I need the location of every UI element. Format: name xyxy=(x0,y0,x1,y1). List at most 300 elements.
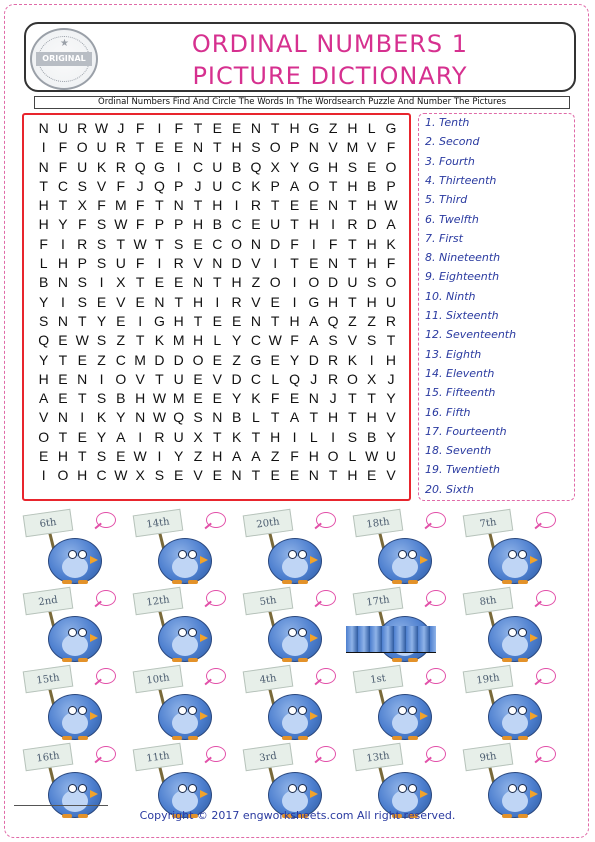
grid-letter[interactable]: R xyxy=(77,235,88,252)
grid-letter[interactable]: H xyxy=(366,235,377,252)
grid-letter[interactable]: N xyxy=(328,197,339,214)
grid-letter[interactable]: N xyxy=(212,409,223,426)
grid-letter[interactable]: T xyxy=(58,351,68,368)
grid-letter[interactable]: M xyxy=(172,390,185,407)
grid-letter[interactable]: N xyxy=(212,255,223,272)
grid-letter[interactable]: V xyxy=(251,293,261,310)
grid-letter[interactable]: T xyxy=(290,216,299,233)
grid-letter[interactable]: S xyxy=(367,274,377,291)
grid-letter[interactable]: U xyxy=(115,255,126,272)
grid-letter[interactable]: V xyxy=(135,370,145,387)
grid-letter[interactable]: Y xyxy=(38,293,49,310)
grid-letter[interactable]: O xyxy=(308,177,320,194)
grid-letter[interactable]: H xyxy=(192,332,204,349)
grid-letter[interactable]: T xyxy=(348,409,357,426)
grid-letter[interactable]: V xyxy=(328,139,338,156)
grid-letter[interactable]: I xyxy=(99,370,104,387)
grid-letter[interactable]: X xyxy=(193,428,203,445)
grid-letter[interactable]: W xyxy=(114,467,128,484)
grid-letter[interactable]: H xyxy=(347,120,358,136)
grid-letter[interactable]: T xyxy=(367,390,376,407)
grid-letter[interactable]: H xyxy=(308,216,319,233)
grid-letter[interactable]: Y xyxy=(174,448,184,465)
grid-letter[interactable]: Z xyxy=(270,448,280,465)
grid-letter[interactable]: E xyxy=(174,139,184,156)
grid-letter[interactable]: Z xyxy=(328,120,338,136)
grid-letter[interactable]: H xyxy=(231,139,242,156)
grid-letter[interactable]: Q xyxy=(327,312,339,329)
grid-letter[interactable]: N xyxy=(77,370,88,387)
grid-letter[interactable]: H xyxy=(212,197,223,214)
grid-letter[interactable]: O xyxy=(76,139,88,156)
grid-letter[interactable]: F xyxy=(386,255,396,272)
grid-letter[interactable]: C xyxy=(96,467,107,484)
grid-letter[interactable]: K xyxy=(251,390,261,407)
grid-letter[interactable]: N xyxy=(57,274,68,291)
grid-letter[interactable]: V xyxy=(212,370,222,387)
grid-letter[interactable]: H xyxy=(328,158,339,175)
grid-letter[interactable]: E xyxy=(251,216,261,233)
grid-letter[interactable]: G xyxy=(250,351,262,368)
grid-letter[interactable]: A xyxy=(251,448,261,465)
grid-letter[interactable]: W xyxy=(114,216,128,233)
grid-letter[interactable]: K xyxy=(386,235,396,252)
grid-letter[interactable]: Z xyxy=(97,351,106,368)
grid-letter[interactable]: F xyxy=(58,139,68,156)
grid-letter[interactable]: M xyxy=(172,332,185,349)
grid-letter[interactable]: S xyxy=(96,332,107,349)
grid-letter[interactable]: I xyxy=(292,274,297,291)
grid-letter[interactable]: T xyxy=(328,467,338,484)
grid-letter[interactable]: N xyxy=(57,409,68,426)
grid-letter[interactable]: N xyxy=(57,312,68,329)
grid-letter[interactable]: H xyxy=(347,467,358,484)
grid-letter[interactable]: S xyxy=(251,139,261,156)
grid-letter[interactable]: H xyxy=(38,197,49,214)
grid-letter[interactable]: T xyxy=(309,409,319,426)
grid-letter[interactable]: Q xyxy=(134,158,146,175)
grid-letter[interactable]: R xyxy=(115,139,126,156)
grid-letter[interactable]: T xyxy=(155,197,164,214)
grid-letter[interactable]: D xyxy=(173,351,184,368)
grid-letter[interactable]: V xyxy=(251,255,261,272)
grid-letter[interactable]: O xyxy=(346,370,358,387)
grid-letter[interactable]: C xyxy=(250,370,261,387)
grid-letter[interactable]: D xyxy=(270,235,281,252)
grid-letter[interactable]: Y xyxy=(289,158,300,175)
grid-letter[interactable]: W xyxy=(384,197,398,214)
grid-letter[interactable]: S xyxy=(96,390,107,407)
grid-letter[interactable]: O xyxy=(57,467,69,484)
grid-letter[interactable]: F xyxy=(135,216,145,233)
grid-letter[interactable]: H xyxy=(289,120,300,136)
grid-letter[interactable]: E xyxy=(367,467,377,484)
grid-letter[interactable]: E xyxy=(309,197,319,214)
grid-letter[interactable]: H xyxy=(366,255,377,272)
grid-letter[interactable]: V xyxy=(193,255,203,272)
grid-letter[interactable]: Q xyxy=(289,370,300,387)
grid-letter[interactable]: E xyxy=(96,293,107,310)
grid-letter[interactable]: T xyxy=(193,120,203,136)
grid-letter[interactable]: T xyxy=(58,428,68,445)
grid-letter[interactable]: L xyxy=(213,332,222,349)
grid-letter[interactable]: N xyxy=(308,139,319,156)
grid-letter[interactable]: W xyxy=(152,409,167,426)
grid-letter[interactable]: E xyxy=(38,448,49,465)
grid-letter[interactable]: V xyxy=(347,332,358,349)
grid-letter[interactable]: M xyxy=(115,197,127,214)
grid-letter[interactable]: O xyxy=(269,274,281,291)
grid-letter[interactable]: D xyxy=(154,351,165,368)
grid-letter[interactable]: Y xyxy=(386,428,396,445)
grid-letter[interactable]: H xyxy=(347,177,358,194)
grid-letter[interactable]: T xyxy=(290,255,299,272)
grid-letter[interactable]: P xyxy=(270,177,280,194)
grid-letter[interactable]: F xyxy=(135,120,145,136)
grid-letter[interactable]: O xyxy=(115,370,127,387)
grid-letter[interactable]: G xyxy=(308,158,320,175)
grid-letter[interactable]: O xyxy=(308,274,320,291)
grid-letter[interactable]: O xyxy=(385,158,397,175)
grid-letter[interactable]: R xyxy=(385,312,397,329)
grid-letter[interactable]: T xyxy=(135,139,145,156)
grid-letter[interactable]: Z xyxy=(116,332,126,349)
grid-letter[interactable]: F xyxy=(174,120,183,136)
grid-letter[interactable]: I xyxy=(292,428,297,445)
grid-letter[interactable]: L xyxy=(271,370,280,387)
grid-letter[interactable]: L xyxy=(348,448,357,465)
grid-letter[interactable]: J xyxy=(329,390,337,407)
grid-letter[interactable]: F xyxy=(290,235,299,252)
grid-letter[interactable]: I xyxy=(176,158,181,175)
grid-letter[interactable]: U xyxy=(212,177,223,194)
grid-letter[interactable]: T xyxy=(328,177,338,194)
grid-letter[interactable]: I xyxy=(61,293,65,310)
grid-letter[interactable]: E xyxy=(193,390,203,407)
grid-letter[interactable]: T xyxy=(77,312,87,329)
grid-letter[interactable]: H xyxy=(328,293,339,310)
grid-letter[interactable]: E xyxy=(309,255,319,272)
grid-letter[interactable]: V xyxy=(367,139,377,156)
grid-letter[interactable]: Z xyxy=(251,274,261,291)
grid-letter[interactable]: I xyxy=(138,428,143,445)
grid-letter[interactable]: M xyxy=(346,139,359,156)
grid-letter[interactable]: B xyxy=(38,274,49,291)
grid-letter[interactable]: E xyxy=(77,428,87,445)
grid-letter[interactable]: S xyxy=(154,467,165,484)
grid-letter[interactable]: T xyxy=(193,312,203,329)
grid-letter[interactable]: C xyxy=(250,332,261,349)
grid-letter[interactable]: P xyxy=(77,255,87,272)
grid-letter[interactable]: F xyxy=(135,255,145,272)
grid-letter[interactable]: F xyxy=(77,216,87,233)
grid-letter[interactable]: I xyxy=(369,351,374,368)
grid-letter[interactable]: B xyxy=(231,158,242,175)
grid-letter[interactable]: Z xyxy=(232,351,241,368)
grid-letter[interactable]: E xyxy=(58,390,68,407)
grid-letter[interactable]: H xyxy=(192,216,204,233)
grid-letter[interactable]: R xyxy=(77,120,88,136)
grid-letter[interactable]: R xyxy=(347,216,358,233)
grid-letter[interactable]: N xyxy=(231,467,242,484)
grid-letter[interactable]: F xyxy=(58,158,68,175)
grid-letter[interactable]: F xyxy=(328,235,338,252)
grid-letter[interactable]: S xyxy=(347,158,358,175)
grid-letter[interactable]: U xyxy=(347,274,358,291)
grid-letter[interactable]: C xyxy=(231,216,242,233)
grid-letter[interactable]: N xyxy=(308,467,319,484)
grid-letter[interactable]: G xyxy=(308,293,320,310)
grid-letter[interactable]: I xyxy=(234,197,239,214)
grid-letter[interactable]: T xyxy=(155,235,164,252)
grid-letter[interactable]: T xyxy=(193,197,203,214)
grid-letter[interactable]: C xyxy=(192,158,204,175)
grid-letter[interactable]: H xyxy=(308,448,319,465)
grid-letter[interactable]: S xyxy=(174,235,184,252)
grid-letter[interactable]: X xyxy=(367,370,377,387)
grid-letter[interactable]: Q xyxy=(173,409,185,426)
grid-letter[interactable]: Q xyxy=(153,177,165,194)
grid-letter[interactable]: Y xyxy=(38,351,49,368)
grid-letter[interactable]: S xyxy=(77,293,87,310)
grid-letter[interactable]: G xyxy=(308,120,320,136)
grid-letter[interactable]: Y xyxy=(58,216,68,233)
grid-letter[interactable]: Z xyxy=(367,312,376,329)
grid-letter[interactable]: T xyxy=(213,139,222,156)
grid-letter[interactable]: Y xyxy=(96,428,107,445)
grid-letter[interactable]: A xyxy=(309,312,319,329)
grid-letter[interactable]: T xyxy=(213,428,222,445)
grid-letter[interactable]: I xyxy=(311,235,316,252)
grid-letter[interactable]: W xyxy=(133,235,147,252)
grid-letter[interactable]: E xyxy=(116,448,126,465)
grid-letter[interactable]: S xyxy=(328,332,338,349)
grid-letter[interactable]: A xyxy=(231,448,242,465)
grid-letter[interactable]: X xyxy=(270,158,280,175)
grid-letter[interactable]: T xyxy=(251,428,261,445)
grid-letter[interactable]: H xyxy=(57,255,68,272)
grid-letter[interactable]: I xyxy=(61,235,65,252)
grid-letter[interactable]: C xyxy=(115,351,126,368)
grid-letter[interactable]: J xyxy=(194,177,202,194)
grid-letter[interactable]: Z xyxy=(348,312,357,329)
grid-letter[interactable]: B xyxy=(231,409,242,426)
grid-letter[interactable]: H xyxy=(289,312,300,329)
grid-letter[interactable]: N xyxy=(38,120,49,136)
grid-letter[interactable]: I xyxy=(157,120,162,136)
grid-letter[interactable]: E xyxy=(231,120,242,136)
grid-letter[interactable]: E xyxy=(212,120,222,136)
grid-letter[interactable]: E xyxy=(270,293,280,310)
grid-letter[interactable]: Y xyxy=(231,390,242,407)
grid-letter[interactable]: I xyxy=(292,293,297,310)
grid-letter[interactable]: T xyxy=(348,235,357,252)
grid-letter[interactable]: S xyxy=(77,274,87,291)
grid-letter[interactable]: I xyxy=(41,139,46,156)
grid-letter[interactable]: N xyxy=(135,409,146,426)
grid-letter[interactable]: S xyxy=(96,235,107,252)
grid-letter[interactable]: S xyxy=(77,177,87,194)
grid-letter[interactable]: W xyxy=(365,448,379,465)
grid-letter[interactable]: T xyxy=(77,390,87,407)
grid-letter[interactable]: H xyxy=(135,390,146,407)
grid-letter[interactable]: T xyxy=(386,332,396,349)
grid-letter[interactable]: F xyxy=(97,197,106,214)
grid-letter[interactable]: T xyxy=(58,197,68,214)
grid-letter[interactable]: O xyxy=(38,428,50,445)
grid-letter[interactable]: E xyxy=(58,370,68,387)
grid-letter[interactable]: A xyxy=(38,390,49,407)
grid-letter[interactable]: H xyxy=(77,467,88,484)
grid-letter[interactable]: F xyxy=(290,448,299,465)
grid-letter[interactable]: B xyxy=(116,390,126,407)
grid-letter[interactable]: E xyxy=(289,467,300,484)
grid-letter[interactable]: I xyxy=(273,255,278,272)
grid-letter[interactable]: J xyxy=(136,177,144,194)
grid-letter[interactable]: V xyxy=(96,177,107,194)
grid-letter[interactable]: U xyxy=(57,120,68,136)
grid-letter[interactable]: I xyxy=(331,216,336,233)
grid-letter[interactable]: C xyxy=(212,235,223,252)
grid-letter[interactable]: H xyxy=(366,197,377,214)
grid-letter[interactable]: G xyxy=(153,158,165,175)
grid-letter[interactable]: N xyxy=(192,274,204,291)
grid-letter[interactable]: I xyxy=(41,467,46,484)
grid-letter[interactable]: W xyxy=(133,448,147,465)
grid-letter[interactable]: B xyxy=(212,216,222,233)
grid-letter[interactable]: N xyxy=(250,235,261,252)
grid-letter[interactable]: S xyxy=(96,216,107,233)
grid-letter[interactable]: K xyxy=(96,158,107,175)
grid-letter[interactable]: R xyxy=(115,158,126,175)
grid-letter[interactable]: W xyxy=(75,332,89,349)
grid-letter[interactable]: Y xyxy=(386,390,396,407)
grid-letter[interactable]: E xyxy=(193,235,203,252)
grid-letter[interactable]: E xyxy=(212,351,222,368)
grid-letter[interactable]: S xyxy=(96,448,107,465)
grid-letter[interactable]: Q xyxy=(250,158,262,175)
grid-letter[interactable]: H xyxy=(38,216,49,233)
grid-letter[interactable]: E xyxy=(174,274,184,291)
grid-letter[interactable]: K xyxy=(96,409,107,426)
grid-letter[interactable]: Q xyxy=(38,332,50,349)
grid-letter[interactable]: F xyxy=(39,235,48,252)
grid-letter[interactable]: S xyxy=(347,428,358,445)
grid-letter[interactable]: T xyxy=(155,370,164,387)
grid-letter[interactable]: B xyxy=(367,177,377,194)
grid-letter[interactable]: L xyxy=(367,120,376,136)
grid-letter[interactable]: P xyxy=(289,139,300,156)
grid-letter[interactable]: U xyxy=(96,139,107,156)
grid-letter[interactable]: V xyxy=(386,467,396,484)
grid-letter[interactable]: H xyxy=(231,274,242,291)
grid-letter[interactable]: U xyxy=(270,216,281,233)
grid-letter[interactable]: E xyxy=(174,467,184,484)
grid-letter[interactable]: U xyxy=(385,448,397,465)
grid-letter[interactable]: Y xyxy=(96,312,107,329)
grid-letter[interactable]: U xyxy=(77,158,88,175)
grid-letter[interactable]: E xyxy=(154,139,165,156)
grid-letter[interactable]: T xyxy=(270,409,280,426)
grid-letter[interactable]: E xyxy=(367,158,377,175)
grid-letter[interactable]: E xyxy=(231,312,242,329)
grid-letter[interactable]: E xyxy=(289,197,300,214)
grid-letter[interactable]: D xyxy=(231,255,242,272)
grid-letter[interactable]: E xyxy=(270,351,280,368)
grid-letter[interactable]: T xyxy=(348,255,357,272)
grid-letter[interactable]: K xyxy=(154,332,165,349)
grid-letter[interactable]: Z xyxy=(193,448,203,465)
grid-letter[interactable]: O xyxy=(269,139,281,156)
grid-letter[interactable]: O xyxy=(192,351,204,368)
grid-letter[interactable]: T xyxy=(270,197,280,214)
grid-letter[interactable]: F xyxy=(270,390,280,407)
grid-letter[interactable]: D xyxy=(366,216,377,233)
grid-letter[interactable]: H xyxy=(173,312,184,329)
grid-letter[interactable]: E xyxy=(212,390,222,407)
grid-letter[interactable]: F xyxy=(116,177,126,194)
grid-letter[interactable]: S xyxy=(38,312,49,329)
grid-letter[interactable]: T xyxy=(135,332,145,349)
grid-letter[interactable]: T xyxy=(135,274,145,291)
grid-letter[interactable]: W xyxy=(94,120,109,136)
grid-letter[interactable]: E xyxy=(193,370,203,387)
grid-letter[interactable]: M xyxy=(134,351,146,368)
grid-letter[interactable]: T xyxy=(213,274,222,291)
grid-letter[interactable]: W xyxy=(268,332,282,349)
grid-letter[interactable]: R xyxy=(231,293,242,310)
grid-letter[interactable]: G xyxy=(153,312,165,329)
grid-letter[interactable]: T xyxy=(348,197,357,214)
grid-letter[interactable]: Y xyxy=(116,409,126,426)
grid-letter[interactable]: G xyxy=(385,120,397,136)
grid-letter[interactable]: L xyxy=(309,428,318,445)
grid-letter[interactable]: U xyxy=(173,370,184,387)
grid-letter[interactable]: H xyxy=(192,293,204,310)
grid-letter[interactable]: N xyxy=(38,158,49,175)
grid-letter[interactable]: W xyxy=(152,390,167,407)
grid-letter[interactable]: R xyxy=(250,197,261,214)
grid-letter[interactable]: U xyxy=(385,293,397,310)
grid-letter[interactable]: H xyxy=(385,351,397,368)
grid-letter[interactable]: F xyxy=(135,197,145,214)
grid-letter[interactable]: H xyxy=(328,409,339,426)
grid-letter[interactable]: I xyxy=(80,409,85,426)
grid-letter[interactable]: A xyxy=(309,332,319,349)
grid-letter[interactable]: R xyxy=(328,351,339,368)
grid-letter[interactable]: V xyxy=(386,409,396,426)
grid-letter[interactable]: T xyxy=(270,312,280,329)
grid-letter[interactable]: T xyxy=(348,293,357,310)
grid-letter[interactable]: N xyxy=(250,120,261,136)
grid-letter[interactable]: P xyxy=(386,177,396,194)
grid-letter[interactable]: R xyxy=(328,370,339,387)
grid-letter[interactable]: K xyxy=(231,428,242,445)
grid-letter[interactable]: H xyxy=(212,448,223,465)
grid-letter[interactable]: I xyxy=(99,274,104,291)
grid-letter[interactable]: D xyxy=(328,274,339,291)
grid-letter[interactable]: E xyxy=(154,274,165,291)
grid-letter[interactable]: Y xyxy=(231,332,242,349)
grid-letter[interactable]: U xyxy=(212,158,223,175)
grid-letter[interactable]: F xyxy=(386,139,396,156)
grid-letter[interactable]: S xyxy=(193,409,203,426)
grid-letter[interactable]: L xyxy=(252,409,260,426)
grid-letter[interactable]: O xyxy=(231,235,243,252)
grid-letter[interactable]: I xyxy=(331,428,336,445)
grid-letter[interactable]: J xyxy=(117,120,125,136)
grid-letter[interactable]: I xyxy=(138,312,143,329)
